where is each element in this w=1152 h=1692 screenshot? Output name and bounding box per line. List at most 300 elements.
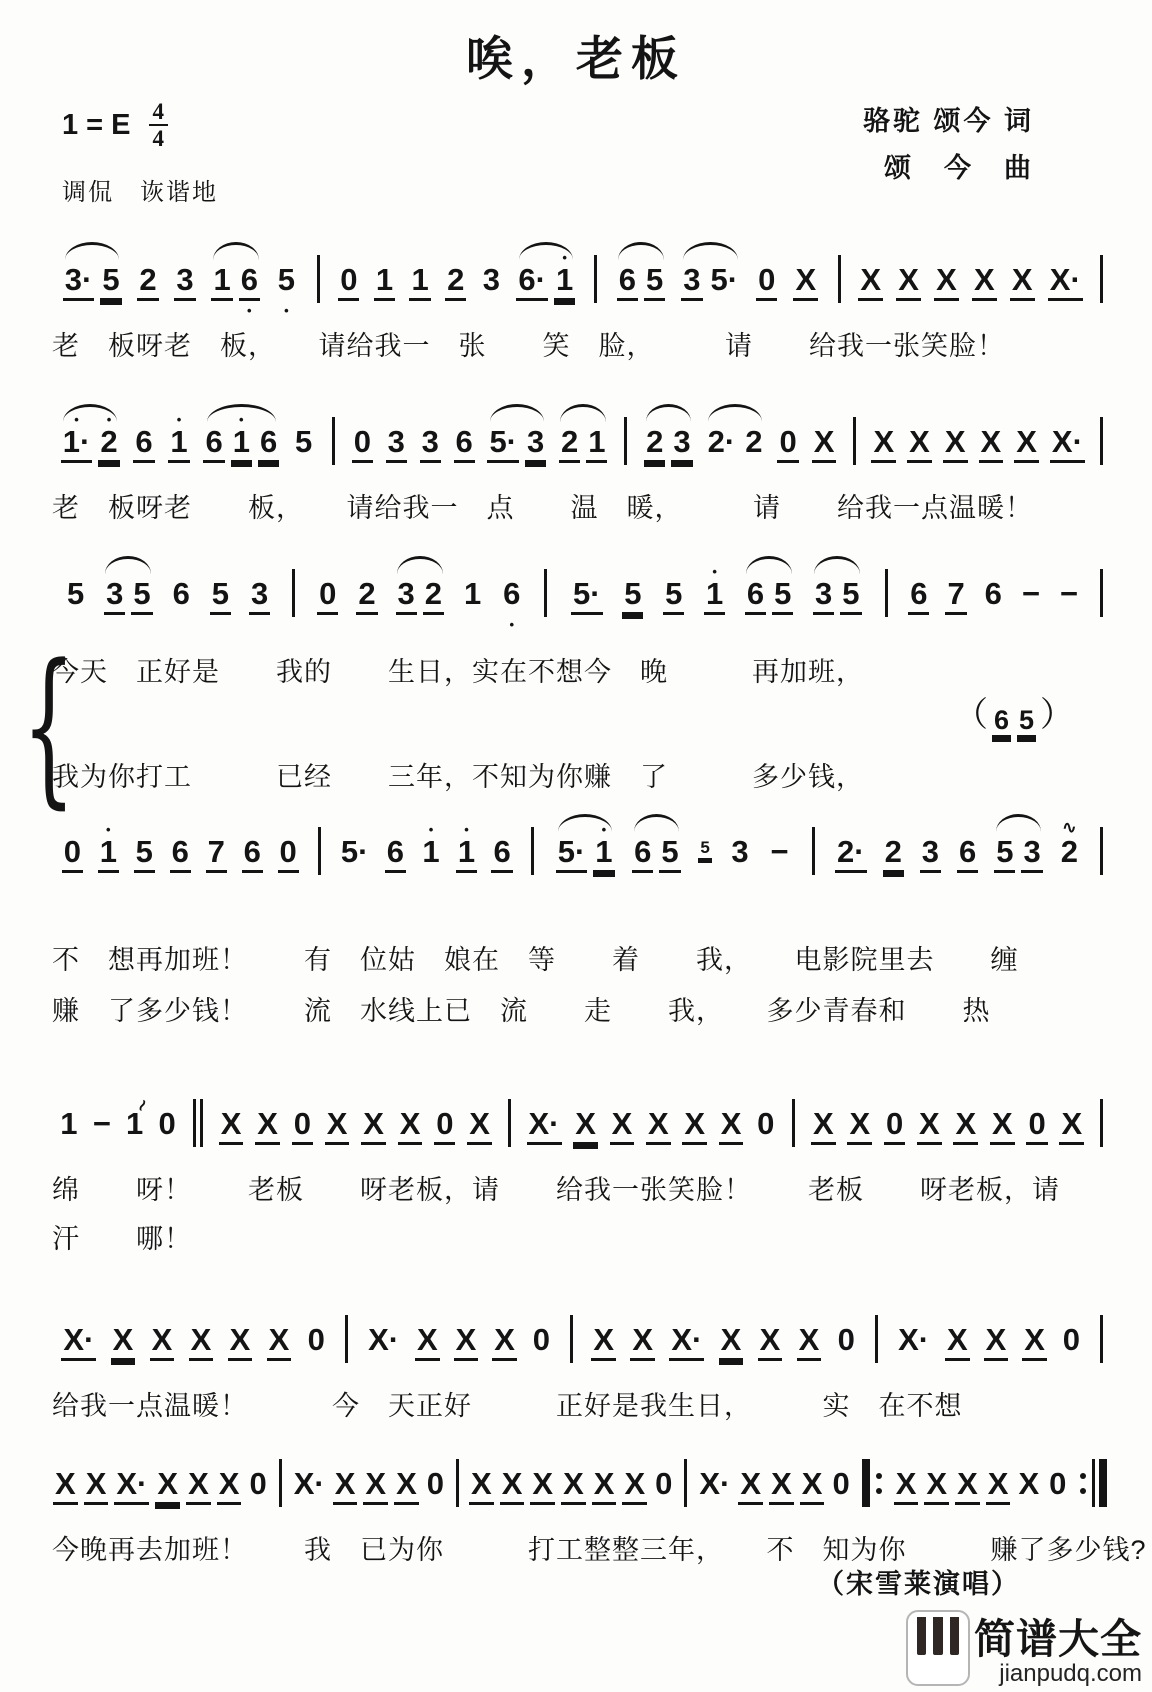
- note-glyph: −: [92, 1106, 111, 1142]
- note-glyph: X·: [293, 1466, 325, 1502]
- note: [469, 1448, 494, 1522]
- note: [527, 1088, 562, 1162]
- note: [836, 1304, 857, 1378]
- barline-single: [1100, 1099, 1103, 1147]
- note: [586, 406, 607, 480]
- note: [231, 406, 252, 480]
- note-glyph: X: [255, 1108, 280, 1145]
- notation-line: [50, 1070, 1110, 1162]
- note: [813, 558, 834, 632]
- note-glyph: 0: [832, 1466, 850, 1502]
- note: [769, 1448, 794, 1522]
- note: [571, 558, 603, 632]
- barline-stroke: [544, 569, 547, 617]
- note-glyph: X: [217, 1468, 242, 1505]
- slur-group: [629, 816, 684, 890]
- note: [133, 406, 154, 480]
- note-glyph: 5: [772, 578, 793, 615]
- barline-stroke: [292, 569, 295, 617]
- note-glyph: 5: [131, 578, 152, 615]
- note-glyph: X: [945, 1324, 970, 1361]
- note-glyph: X: [719, 1324, 744, 1361]
- note: [559, 406, 580, 480]
- note-glyph: X: [500, 1468, 525, 1505]
- note-glyph: 2·: [707, 424, 736, 460]
- barline-single: [332, 417, 335, 465]
- lyrics-line-verse-2: 汗 哪！: [52, 1224, 192, 1254]
- measure: [885, 1304, 1093, 1378]
- note-glyph: 0: [757, 1106, 775, 1142]
- note-glyph: 6: [745, 578, 766, 615]
- note: [610, 1088, 635, 1162]
- note: [65, 558, 86, 632]
- composer-credit: 颂 今 曲: [884, 153, 1034, 184]
- note-glyph: 0: [777, 426, 798, 463]
- note-glyph: X: [111, 1324, 136, 1361]
- note: [682, 1088, 707, 1162]
- note: [385, 816, 406, 890]
- note: [681, 244, 702, 318]
- note: [894, 1448, 919, 1522]
- barline-stroke: [317, 255, 320, 303]
- slur-group: [60, 244, 125, 318]
- note-glyph: 3: [249, 578, 270, 615]
- note-glyph: 7: [206, 836, 227, 873]
- note-glyph: X: [591, 1324, 616, 1361]
- note: [434, 1088, 455, 1162]
- note-glyph: X: [1010, 264, 1035, 301]
- slur-group: [208, 244, 263, 318]
- repeat-dots-icon: [876, 1473, 882, 1494]
- note: [98, 816, 119, 890]
- note: [58, 1088, 79, 1162]
- note-glyph: X: [186, 1468, 211, 1505]
- note: [219, 1088, 244, 1162]
- note: [1022, 1304, 1047, 1378]
- system-3: [0, 540, 1152, 824]
- barline-stroke: [862, 1459, 870, 1507]
- note: [1010, 244, 1035, 318]
- note: [698, 832, 711, 890]
- barline-single: [456, 1459, 459, 1507]
- note: [943, 406, 968, 480]
- note-glyph: 1: [554, 264, 575, 301]
- note-glyph: 2: [559, 426, 580, 463]
- note-glyph: 5·: [710, 262, 739, 298]
- note: [293, 406, 314, 480]
- barline-stroke: [1100, 1315, 1103, 1363]
- note-glyph: 5: [66, 576, 85, 612]
- octave-dot-zone: •: [176, 412, 182, 428]
- barline-single: [885, 569, 888, 617]
- note: [415, 1304, 440, 1378]
- barline-stroke: [570, 1315, 573, 1363]
- note-glyph: 5: [644, 264, 665, 301]
- measure: [50, 1448, 272, 1522]
- note-glyph: 5: [100, 264, 121, 301]
- note-glyph: 6: [617, 264, 638, 301]
- measure: [466, 1448, 677, 1522]
- note: [325, 1088, 350, 1162]
- lyrics-line-verse-1: 今晚再去加班！ 我 已为你 打工整整三年， 不 知为你 赚了多少钱?: [52, 1535, 1147, 1565]
- note: [593, 816, 614, 890]
- note-glyph: 2: [745, 424, 763, 460]
- slur-group: [58, 406, 123, 480]
- note-glyph: 0: [884, 1108, 905, 1145]
- barline-stroke: [624, 417, 627, 465]
- note-glyph: 5: [134, 836, 155, 873]
- note: [758, 1304, 783, 1378]
- note-glyph: 2·: [835, 836, 867, 873]
- measure: [694, 1448, 854, 1522]
- slur-group: [200, 406, 282, 480]
- note-glyph: 3: [482, 262, 501, 298]
- note: [501, 558, 522, 632]
- note-glyph: 2: [644, 426, 665, 463]
- octave-dot-zone: •: [562, 250, 567, 266]
- note: [1026, 1088, 1047, 1162]
- note-glyph: 6: [258, 426, 279, 463]
- note: [242, 816, 263, 890]
- note: [896, 1304, 931, 1378]
- note: [738, 1448, 763, 1522]
- note: [491, 816, 512, 890]
- measure: [327, 244, 587, 318]
- lyrics-line-verse-2: 赚 了多少钱！ 流 水线上已 流 走 我， 多少青春和 热: [52, 996, 991, 1026]
- note: [920, 816, 941, 890]
- note: [990, 1088, 1015, 1162]
- note: [258, 406, 279, 480]
- barline-single: [792, 1099, 795, 1147]
- note: [356, 558, 377, 632]
- barline-single: [838, 255, 841, 303]
- barline-single: [531, 827, 534, 875]
- barline-stroke: [318, 827, 321, 875]
- note-glyph: −: [1021, 576, 1040, 612]
- note: [884, 1088, 905, 1162]
- note-glyph: 6: [203, 426, 224, 463]
- note: [114, 1448, 149, 1522]
- note-glyph: X: [1014, 426, 1039, 463]
- note: [1021, 816, 1042, 890]
- barline-stroke: [1100, 255, 1103, 303]
- barline-stroke: [594, 255, 597, 303]
- note-glyph: X·: [114, 1468, 149, 1505]
- note: [352, 406, 373, 480]
- repeat-dot: [876, 1473, 882, 1479]
- note: [847, 1088, 872, 1162]
- measure: [50, 558, 285, 632]
- note: [811, 1088, 836, 1162]
- note: [840, 558, 861, 632]
- note-glyph: X·: [527, 1108, 562, 1145]
- note-glyph: X: [415, 1324, 440, 1361]
- note-glyph: 5: [663, 578, 684, 615]
- verse-brace: {: [22, 628, 76, 824]
- note: [755, 1088, 776, 1162]
- lyrics-line-verse-1: 绵 呀！ 老板 呀老板，请 给我一张笑脸！ 老板 呀老板，请: [52, 1175, 1060, 1205]
- note-glyph: 2: [98, 426, 119, 463]
- note-glyph: X: [630, 1324, 655, 1361]
- note: [467, 1088, 492, 1162]
- note: [883, 816, 904, 890]
- watermark-text: [974, 1616, 1142, 1687]
- note: [871, 406, 896, 480]
- note-glyph: 2: [883, 836, 904, 873]
- note: [924, 1448, 949, 1522]
- slur-group: [393, 558, 448, 632]
- note-glyph: 1: [704, 578, 725, 615]
- note-glyph: X·: [61, 1324, 96, 1361]
- note: [979, 406, 1004, 480]
- note-glyph: 1: [126, 1106, 144, 1142]
- meter-numerator: 4: [152, 99, 165, 124]
- note-glyph: X: [454, 1324, 479, 1361]
- slur-group: [556, 406, 611, 480]
- note-glyph: X: [758, 1324, 783, 1361]
- note: [500, 1448, 525, 1522]
- barline-single: [624, 417, 627, 465]
- note-glyph: X: [398, 1108, 423, 1145]
- note: [1059, 1088, 1084, 1162]
- slur-group: [703, 406, 768, 480]
- note: [409, 244, 430, 318]
- note-glyph: X·: [1048, 264, 1083, 301]
- key-signature: [62, 100, 168, 151]
- system-7: [0, 1430, 1152, 1567]
- note-glyph: 6: [491, 836, 512, 873]
- note: [531, 1304, 552, 1378]
- note: [644, 406, 665, 480]
- octave-dot-zone: •: [106, 822, 111, 838]
- note-glyph: 1: [211, 264, 232, 301]
- octave-dot-zone: •: [509, 617, 515, 632]
- barline-stroke: [193, 1099, 196, 1147]
- note: [456, 816, 477, 890]
- note: [292, 1088, 313, 1162]
- note-glyph: X: [53, 1468, 78, 1505]
- note: [756, 244, 777, 318]
- note: [100, 244, 121, 318]
- system-2: [0, 388, 1152, 525]
- system-5: [0, 1070, 1152, 1256]
- note: [255, 1088, 280, 1162]
- barline-stroke: [1100, 827, 1103, 875]
- note: [797, 1304, 822, 1378]
- note: [61, 1304, 96, 1378]
- song-title: 唉，老板: [466, 32, 686, 85]
- note: [669, 1304, 704, 1378]
- note-glyph: X: [990, 1108, 1015, 1145]
- note-glyph: 3: [104, 578, 125, 615]
- system-4: [0, 798, 1152, 1028]
- note: [591, 1304, 616, 1378]
- measure: [50, 244, 310, 318]
- note: [53, 1448, 78, 1522]
- measure: [289, 1448, 449, 1522]
- note: [908, 558, 929, 632]
- note-glyph: 5·: [571, 578, 603, 615]
- octave-dot-zone: •: [428, 822, 434, 838]
- note-glyph: 3: [681, 264, 702, 301]
- note-glyph: X·: [1050, 426, 1085, 463]
- note-glyph: 6: [170, 836, 191, 873]
- measure: [604, 244, 832, 318]
- measure: [50, 406, 325, 480]
- slur-group: [513, 244, 578, 318]
- note: [398, 1088, 423, 1162]
- key-label: 1 = E: [62, 109, 131, 142]
- note-glyph: X: [1059, 1108, 1084, 1145]
- octave-dot-zone: •: [239, 412, 244, 428]
- note-glyph: 0: [756, 264, 777, 301]
- note: [137, 244, 158, 318]
- note-glyph: X: [150, 1324, 175, 1361]
- close-paren: ）: [1040, 695, 1074, 734]
- note-glyph: 5·: [487, 426, 519, 463]
- note: [653, 1448, 674, 1522]
- note: [306, 1304, 327, 1378]
- note-glyph: 1·: [61, 426, 93, 463]
- slur-group: [484, 406, 549, 480]
- note: [228, 1304, 253, 1378]
- octave-dot-zone: •: [106, 412, 112, 428]
- measure: [891, 1448, 1072, 1522]
- note: [104, 558, 125, 632]
- barline-single: [345, 1315, 348, 1363]
- note: [1020, 558, 1042, 632]
- note: [124, 1088, 149, 1162]
- note-glyph: X: [719, 1108, 744, 1145]
- note: [659, 816, 680, 890]
- note: [1016, 1448, 1041, 1522]
- note: [992, 686, 1011, 755]
- lyrics-line-verse-1: 今天 正好是 我的 生日，实在不想今 晚 再加班，: [52, 657, 864, 687]
- note-glyph: X·: [898, 1322, 930, 1358]
- note-glyph: X: [979, 426, 1004, 463]
- note-glyph: 6: [239, 264, 260, 301]
- note: [704, 558, 725, 632]
- octave-dot-zone: •: [464, 822, 469, 838]
- note: [363, 1448, 388, 1522]
- note-glyph: 3: [813, 578, 834, 615]
- note: [156, 1088, 177, 1162]
- note: [1050, 406, 1085, 480]
- expression-marking: 调侃 诙谐地: [62, 179, 218, 206]
- barline-single: [1100, 827, 1103, 875]
- note: [487, 406, 519, 480]
- note: [729, 816, 750, 890]
- note: [174, 244, 195, 318]
- note: [1014, 406, 1039, 480]
- note-glyph: 5: [210, 578, 231, 615]
- note: [630, 1304, 655, 1378]
- note: [267, 1304, 292, 1378]
- note: [374, 244, 395, 318]
- note-glyph: 1: [374, 264, 395, 301]
- pickup-measure: [989, 686, 1039, 755]
- note-glyph: 0: [532, 1322, 551, 1358]
- barline-repeat-open: [862, 1459, 884, 1507]
- note: [171, 558, 192, 632]
- note-glyph: X: [943, 426, 968, 463]
- lyrics-line-verse-1: 给我一点温暖！ 今 天正好 正好是我生日， 实 在不想: [52, 1391, 963, 1421]
- note: [972, 244, 997, 318]
- note-glyph: X: [871, 426, 896, 463]
- piano-key: [950, 1617, 959, 1655]
- note-glyph: 5: [622, 578, 643, 615]
- note: [793, 244, 818, 318]
- note: [91, 1088, 113, 1162]
- note-glyph: 0: [292, 1108, 313, 1145]
- note: [719, 1304, 744, 1378]
- note-glyph: 3: [420, 426, 441, 463]
- note: [955, 1448, 980, 1522]
- note-glyph: 1: [98, 836, 119, 873]
- note-glyph: X: [934, 264, 959, 301]
- note: [61, 406, 93, 480]
- watermark: [906, 1610, 1142, 1686]
- note-glyph: 6: [908, 578, 929, 615]
- note-glyph: X: [986, 1468, 1011, 1505]
- note: [1058, 558, 1080, 632]
- note-glyph: X: [924, 1468, 949, 1505]
- note-glyph: 0: [307, 1322, 325, 1358]
- note-glyph: 1: [409, 264, 430, 301]
- note-glyph: 7: [945, 578, 966, 615]
- lyrics-line-verse-2: 我为你打工 已经 三年，不知为你赚 了 多少钱，: [52, 762, 864, 792]
- note-glyph: X: [467, 1108, 492, 1145]
- note-glyph: X: [894, 1468, 919, 1505]
- note: [957, 816, 978, 890]
- performer-note: （宋雪莱演唱）: [817, 1569, 1020, 1599]
- note: [622, 558, 643, 632]
- note: [217, 1448, 242, 1522]
- barline-stroke: [812, 827, 815, 875]
- note-glyph: 2: [423, 578, 444, 615]
- note-glyph: 5: [277, 262, 295, 298]
- note-glyph: X: [738, 1468, 763, 1505]
- note-glyph: X: [622, 1468, 647, 1505]
- note-glyph: 6: [503, 576, 521, 612]
- barline-single: [544, 569, 547, 617]
- note: [396, 558, 417, 632]
- note: [425, 1448, 446, 1522]
- note: [745, 558, 766, 632]
- note: [276, 244, 297, 318]
- note: [63, 244, 95, 318]
- note-glyph: X·: [368, 1322, 400, 1358]
- octave-dot-zone: •: [284, 303, 289, 318]
- note: [984, 1304, 1009, 1378]
- system-1: [0, 226, 1152, 363]
- measure: [50, 816, 311, 890]
- note: [907, 406, 932, 480]
- note-glyph: X: [325, 1108, 350, 1145]
- note: [111, 1304, 136, 1378]
- note-glyph: X: [363, 1468, 388, 1505]
- note: [338, 244, 359, 318]
- barline-single: [318, 827, 321, 875]
- note: [986, 1448, 1011, 1522]
- mordent-icon: ∿: [1062, 818, 1077, 838]
- slur-group: [553, 816, 618, 890]
- note: [386, 406, 407, 480]
- barline-single: [1100, 255, 1103, 303]
- note-glyph: X: [228, 1324, 253, 1361]
- note-glyph: X·: [669, 1324, 704, 1361]
- note-glyph: 5: [659, 836, 680, 873]
